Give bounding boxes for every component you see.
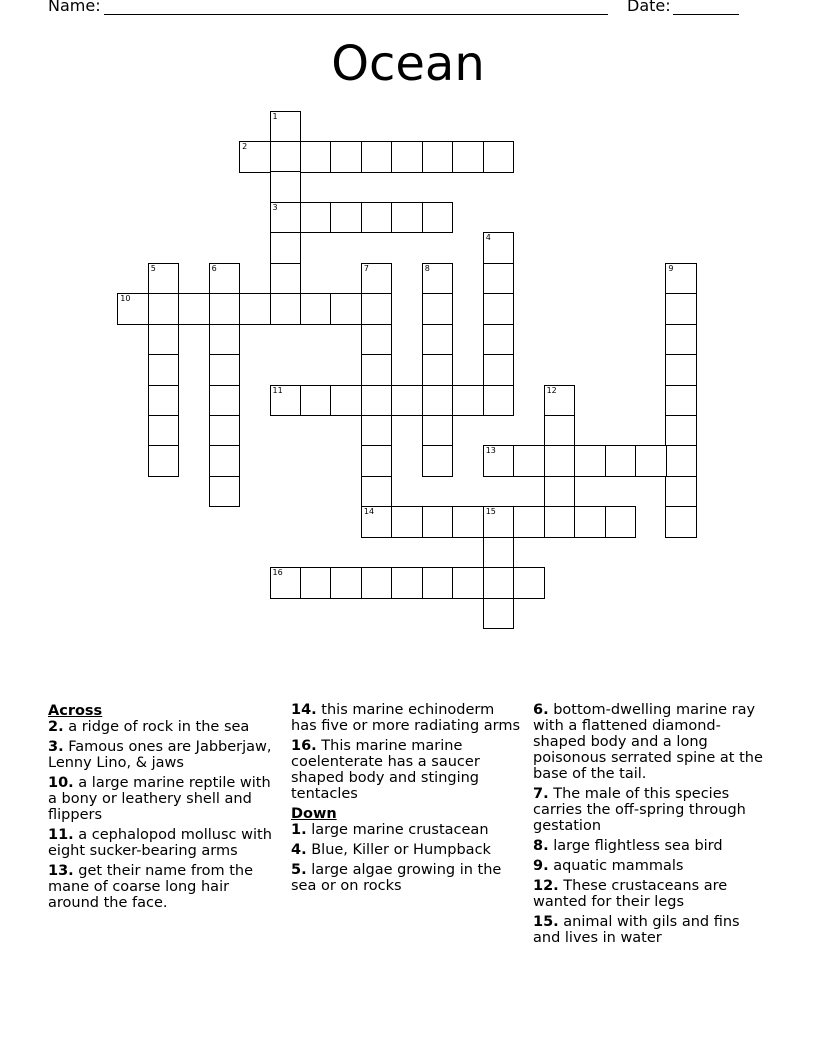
- crossword-cell[interactable]: [665, 506, 697, 538]
- crossword-cell[interactable]: [148, 415, 180, 447]
- crossword-cell[interactable]: [665, 263, 697, 295]
- clue-number: 15: [485, 507, 496, 517]
- down-clue: [533, 858, 769, 874]
- clue-text: aquatic mammals: [548, 858, 684, 874]
- clue-number: 10: [120, 294, 131, 304]
- clue-text: a ridge of rock in the sea: [63, 719, 250, 735]
- clue-number: 11: [272, 385, 283, 395]
- crossword-cell[interactable]: [605, 506, 637, 538]
- clue-column-2: [291, 702, 521, 898]
- clue-text: get their name from the mane of coarse long hair around the face.: [48, 863, 253, 911]
- clue-number-label: 10.: [48, 775, 74, 791]
- crossword-cell[interactable]: [391, 141, 423, 173]
- down-heading: Down: [291, 806, 337, 822]
- clue-number-label: 14.: [291, 702, 317, 718]
- across-clue: [48, 827, 284, 859]
- clue-number-label: 4.: [291, 842, 307, 858]
- crossword-cell[interactable]: [209, 263, 241, 295]
- across-clue: [291, 702, 521, 734]
- down-clue: [533, 878, 769, 910]
- crossword-cell[interactable]: [148, 324, 180, 356]
- crossword-cell[interactable]: [361, 293, 393, 325]
- clue-number-label: 5.: [291, 862, 307, 878]
- crossword-cell[interactable]: [483, 537, 515, 569]
- clue-number: 5: [150, 263, 156, 273]
- crossword-cell[interactable]: [361, 445, 393, 477]
- crossword-cell[interactable]: [270, 111, 302, 143]
- crossword-cell[interactable]: [483, 385, 515, 417]
- crossword-cell[interactable]: [361, 324, 393, 356]
- crossword-cell[interactable]: [300, 385, 332, 417]
- crossword-cell[interactable]: [665, 476, 697, 508]
- clue-text: large flightless sea bird: [548, 838, 723, 854]
- crossword-cell[interactable]: [422, 567, 454, 599]
- crossword-cell[interactable]: [483, 567, 515, 599]
- crossword-cell[interactable]: [422, 506, 454, 538]
- crossword-cell[interactable]: [391, 385, 423, 417]
- clue-number: 13: [485, 446, 496, 456]
- clue-text: a large marine reptile with a bony or leathery shell and flippers: [48, 775, 271, 823]
- crossword-cell[interactable]: [422, 324, 454, 356]
- crossword-cell[interactable]: [148, 293, 180, 325]
- crossword-cell[interactable]: [270, 385, 302, 417]
- crossword-cell[interactable]: [300, 293, 332, 325]
- crossword-cell[interactable]: [635, 445, 667, 477]
- clue-number-label: 9.: [533, 858, 549, 874]
- down-clue: [291, 822, 521, 838]
- crossword-cell[interactable]: [300, 567, 332, 599]
- clue-number-label: 7.: [533, 786, 549, 802]
- clue-number-label: 13.: [48, 863, 74, 879]
- crossword-cell[interactable]: [117, 293, 149, 325]
- across-clue: [48, 863, 284, 911]
- crossword-cell[interactable]: [544, 506, 576, 538]
- clue-text: Blue, Killer or Humpback: [306, 842, 491, 858]
- crossword-cell[interactable]: [330, 385, 362, 417]
- crossword-cell[interactable]: [452, 506, 484, 538]
- clue-text: a cephalopod mollusc with eight sucker-bearing arms: [48, 827, 272, 859]
- clue-number-label: 16.: [291, 738, 317, 754]
- clue-number: 8: [424, 263, 430, 273]
- clue-number-label: 3.: [48, 739, 64, 755]
- clue-number-label: 1.: [291, 822, 307, 838]
- clue-text: animal with gils and fins and lives in water: [533, 914, 740, 946]
- crossword-cell[interactable]: [483, 598, 515, 630]
- clue-number: 6: [211, 263, 217, 273]
- crossword-cell[interactable]: [391, 202, 423, 234]
- crossword-cell[interactable]: [483, 324, 515, 356]
- crossword-cell[interactable]: [209, 415, 241, 447]
- crossword-cell[interactable]: [483, 354, 515, 386]
- crossword-cell[interactable]: [209, 324, 241, 356]
- crossword-cell[interactable]: [422, 385, 454, 417]
- crossword-cell[interactable]: [513, 567, 545, 599]
- across-clue: [48, 739, 284, 771]
- clue-text: large marine crustacean: [306, 822, 489, 838]
- crossword-cell[interactable]: [209, 354, 241, 386]
- date-label: Date:: [627, 0, 671, 15]
- crossword-cell[interactable]: [270, 171, 302, 203]
- down-clue: [533, 786, 769, 834]
- crossword-cell[interactable]: [300, 141, 332, 173]
- clue-number: 1: [272, 111, 278, 121]
- crossword-cell[interactable]: [574, 445, 606, 477]
- crossword-cell[interactable]: [178, 293, 210, 325]
- clue-text: The male of this species carries the off-spring through gestation: [533, 786, 746, 834]
- clue-number-label: 6.: [533, 702, 549, 718]
- down-clue: [533, 702, 769, 782]
- crossword-cell[interactable]: [574, 506, 606, 538]
- crossword-cell[interactable]: [422, 293, 454, 325]
- crossword-cell[interactable]: [422, 354, 454, 386]
- crossword-cell[interactable]: [270, 293, 302, 325]
- crossword-cell[interactable]: [270, 232, 302, 264]
- crossword-cell[interactable]: [422, 415, 454, 447]
- across-heading: Across: [48, 703, 103, 719]
- clue-column-1: [48, 702, 284, 915]
- clue-number: 3: [272, 202, 278, 212]
- across-clue: [48, 775, 284, 823]
- crossword-cell[interactable]: [483, 506, 515, 538]
- clue-number-label: 15.: [533, 914, 559, 930]
- crossword-cell[interactable]: [361, 567, 393, 599]
- crossword-cell[interactable]: [452, 567, 484, 599]
- crossword-cell[interactable]: [422, 263, 454, 295]
- crossword-cell[interactable]: [330, 567, 362, 599]
- crossword-cell[interactable]: [665, 354, 697, 386]
- crossword-cell[interactable]: [452, 385, 484, 417]
- crossword-cell[interactable]: [361, 506, 393, 538]
- crossword-cell[interactable]: [148, 263, 180, 295]
- crossword-cell[interactable]: [270, 567, 302, 599]
- clue-text: Famous ones are Jabberjaw, Lenny Lino, & jaws: [48, 739, 272, 771]
- crossword-cell[interactable]: [239, 141, 271, 173]
- crossword-cell[interactable]: [209, 293, 241, 325]
- crossword-cell[interactable]: [605, 445, 637, 477]
- crossword-cell[interactable]: [148, 385, 180, 417]
- clue-number: 12: [546, 385, 557, 395]
- crossword-cell[interactable]: [148, 445, 180, 477]
- crossword-cell[interactable]: [361, 476, 393, 508]
- across-clue-list-continued: [291, 702, 521, 802]
- crossword-cell[interactable]: [665, 324, 697, 356]
- clue-number-label: 12.: [533, 878, 559, 894]
- clue-number: 16: [272, 568, 283, 578]
- crossword-cell[interactable]: [483, 293, 515, 325]
- crossword-cell[interactable]: [300, 202, 332, 234]
- crossword-cell[interactable]: [665, 293, 697, 325]
- crossword-cell[interactable]: [544, 445, 576, 477]
- crossword-cell[interactable]: [361, 415, 393, 447]
- crossword-cell[interactable]: [665, 415, 697, 447]
- crossword-cell[interactable]: [209, 385, 241, 417]
- clue-text: bottom-dwelling marine ray with a flattened diamond-shaped body and a long poisonous serrated spine at the base of the tail.: [533, 702, 763, 782]
- clue-number-label: 11.: [48, 827, 74, 843]
- clue-number-label: 2.: [48, 719, 64, 735]
- down-clue-list: [291, 822, 521, 894]
- crossword-cell[interactable]: [330, 141, 362, 173]
- crossword-cell[interactable]: [422, 141, 454, 173]
- crossword-cell[interactable]: [422, 202, 454, 234]
- crossword-cell[interactable]: [330, 202, 362, 234]
- clue-text: This marine marine coelenterate has a saucer shaped body and stinging tentacles: [291, 738, 480, 802]
- crossword-cell[interactable]: [209, 445, 241, 477]
- clue-column-3: [533, 702, 769, 950]
- crossword-cell[interactable]: [391, 506, 423, 538]
- crossword-cell[interactable]: [544, 415, 576, 447]
- crossword-cell[interactable]: [270, 141, 302, 173]
- clue-text: this marine echinoderm has five or more radiating arms: [291, 702, 521, 734]
- crossword-cell[interactable]: [665, 385, 697, 417]
- clue-number: 2: [242, 141, 248, 151]
- crossword-cell[interactable]: [452, 141, 484, 173]
- down-clue: [291, 842, 521, 858]
- crossword-cell[interactable]: [544, 385, 576, 417]
- crossword-cell[interactable]: [270, 263, 302, 295]
- crossword-cell[interactable]: [483, 232, 515, 264]
- crossword-cell[interactable]: [330, 293, 362, 325]
- crossword-cell[interactable]: [513, 445, 545, 477]
- clue-number: 4: [485, 233, 491, 243]
- clue-number: 7: [363, 263, 369, 273]
- clue-text: These crustaceans are wanted for their legs: [533, 878, 728, 910]
- crossword-cell[interactable]: [361, 141, 393, 173]
- clue-text: large algae growing in the sea or on rocks: [291, 862, 502, 894]
- crossword-cell[interactable]: [361, 263, 393, 295]
- down-clue: [533, 914, 769, 946]
- crossword-cell[interactable]: [361, 202, 393, 234]
- puzzle-title: Ocean: [331, 36, 485, 92]
- crossword-cell[interactable]: [422, 445, 454, 477]
- crossword-cell[interactable]: [391, 567, 423, 599]
- across-clue: [291, 738, 521, 802]
- crossword-cell[interactable]: [361, 385, 393, 417]
- across-clue-list: [48, 719, 284, 911]
- crossword-cell[interactable]: [513, 506, 545, 538]
- crossword-cell[interactable]: [270, 202, 302, 234]
- crossword-cell[interactable]: [209, 476, 241, 508]
- crossword-cell[interactable]: [665, 445, 697, 477]
- clue-number: 14: [363, 507, 375, 517]
- crossword-cell[interactable]: [483, 445, 515, 477]
- crossword-cell[interactable]: [361, 354, 393, 386]
- crossword-cell[interactable]: [239, 293, 271, 325]
- down-clue: [291, 862, 521, 894]
- crossword-cell[interactable]: [483, 263, 515, 295]
- down-clue-list-continued: [533, 702, 769, 946]
- crossword-cell[interactable]: [148, 354, 180, 386]
- clue-number-label: 8.: [533, 838, 549, 854]
- across-clue: [48, 719, 284, 735]
- crossword-cell[interactable]: [544, 476, 576, 508]
- down-clue: [533, 838, 769, 854]
- name-label: Name:: [48, 0, 101, 15]
- crossword-cell[interactable]: [483, 141, 515, 173]
- clue-number: 9: [668, 263, 674, 273]
